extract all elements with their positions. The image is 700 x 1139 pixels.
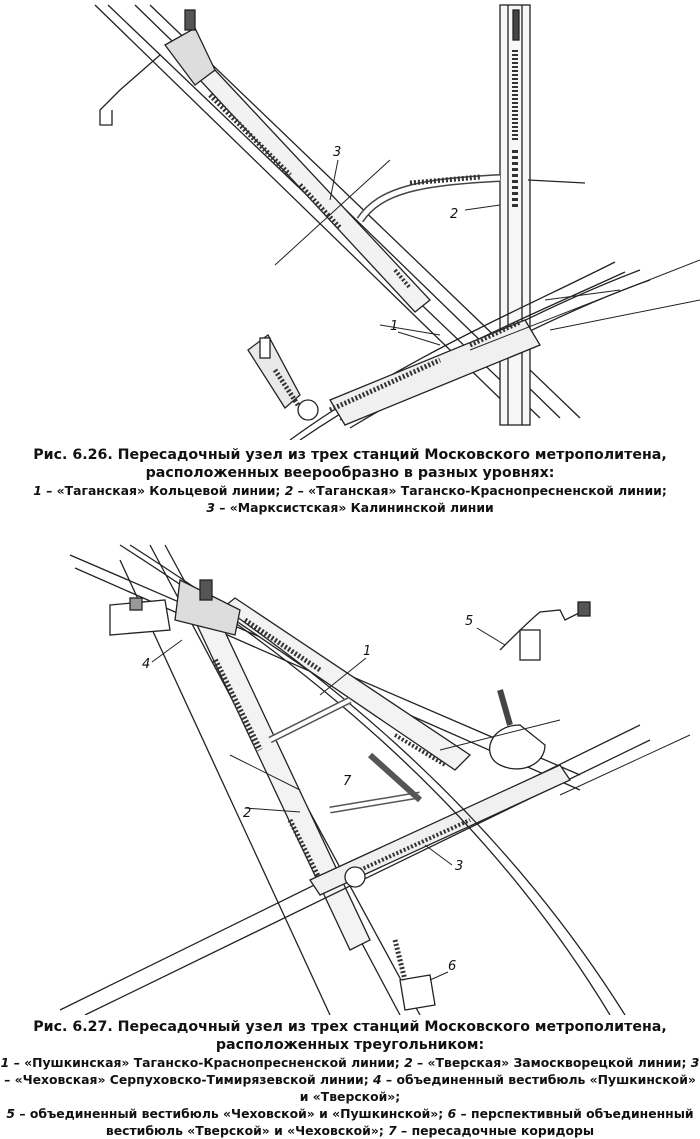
fig2-label-1: 1 <box>363 644 372 659</box>
figure-6-27-drawing <box>0 540 700 1015</box>
figure-6-26-legend: 1 – «Таганская» Кольцевой линии; 2 – «Таганская» Таганско-Краснопресненской линии; 3 – «Марксистская» Калининской линии <box>33 483 667 515</box>
fig2-label-5: 5 <box>465 614 474 629</box>
fig2-label-6: 6 <box>448 959 457 974</box>
fig2-label-2: 2 <box>243 806 252 821</box>
figure-6-27-caption <box>0 1018 700 1139</box>
figure-6-26-title: Рис. 6.26. Пересадочный узел из трех станций Московского метрополитена, расположенных веерообразно в разных уровнях: <box>33 447 667 481</box>
fig1-label-3: 3 <box>333 145 342 160</box>
fig2-label-4: 4 <box>142 657 151 672</box>
figure-6-26-drawing <box>0 0 700 440</box>
fig1-label-2: 2 <box>450 207 459 222</box>
figure-6-27-title: Рис. 6.27. Пересадочный узел из трех станций Московского метрополитена, расположенных треугольником: <box>33 1019 667 1053</box>
figure-6-27-legend: 1 – «Пушкинская» Таганско-Краснопресненской линии; 2 – «Тверская» Замоскворецкой линии; 3 – «Чеховская» Серпуховско-Тимирязевской линии; 4 – объединенный вестибюль «Пушкинской» и «Тверской»; 5 – объединенный вестибюль «Чеховской» и «Пушкинской»; 6 – перспективный объединенный вестибюль «Тверской» и «Чеховской»; 7 – пересадочные коридоры <box>0 1055 700 1138</box>
figure-6-26-caption <box>0 446 700 516</box>
fig1-label-1: 1 <box>390 319 399 334</box>
fig2-label-7: 7 <box>343 774 352 789</box>
fig2-label-3: 3 <box>455 859 464 874</box>
